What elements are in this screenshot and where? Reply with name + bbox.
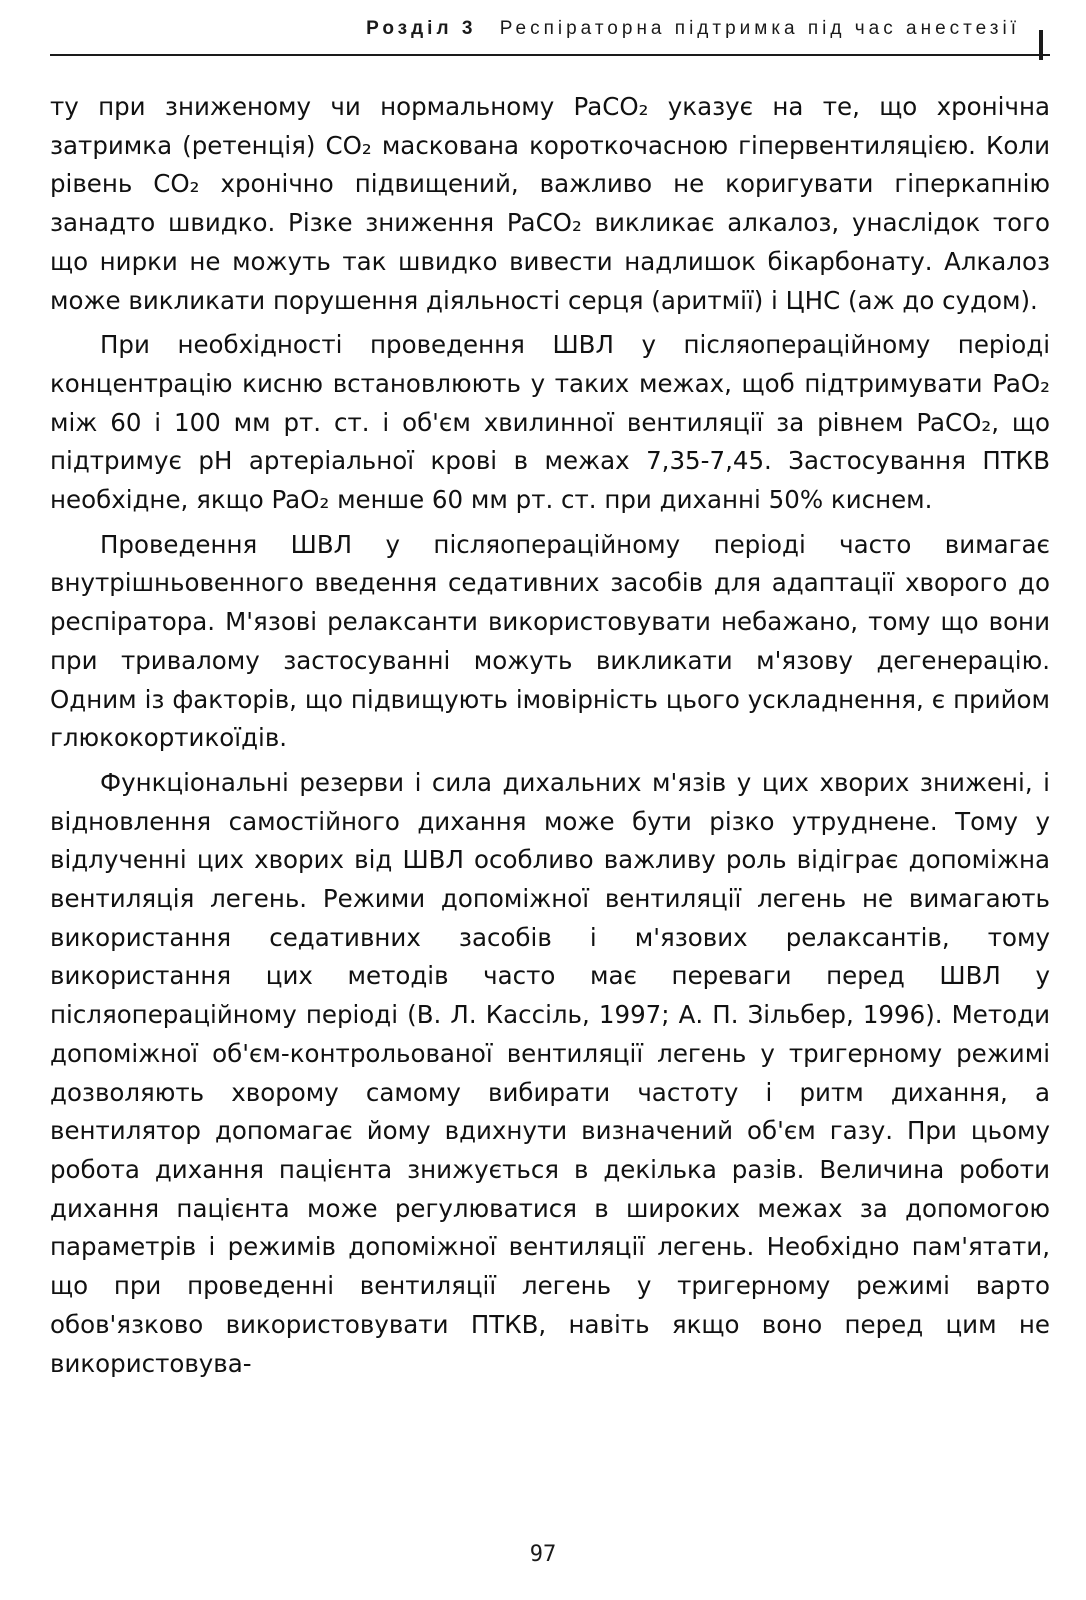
paragraph-assisted-ventilation: Функціональні резерви і сила дихальних м'язів у цих хворих знижені, і відновлення самостійного дихання може бути різко утруднене. Тому у відлученні цих хворих від ШВЛ особливо важливу роль відіграє допоміжна вентиляція легень. Режими допоміжної вентиляції легень не вимагають використання седативних засобів і м'язових релаксантів, тому використання цих методів часто має переваги перед ШВЛ у післяопераційному періоді (В. Л. Кассіль, 1997; А. П. Зільбер, 1996). Методи допоміжної об'єм-контрольованої вентиляції легень у тригерному режимі дозволяють хворому самому вибирати частоту і ритм дихання, а вентилятор допомагає йому вдихнути визначений об'єм газу. При цьому робота дихання пацієнта знижується в декілька разів. Величина роботи дихання пацієнта може регулюватися в широких межах за допомогою параметрів і режимів допоміжної вентиляції легень. Необхідно пам'ятати, що при проведенні вентиляції легень у тригерному режимі варто обов'язково використовувати ПТКВ, навіть якщо воно перед цим не використовува- (50, 767, 1050, 1378)
header-rule (50, 54, 1050, 56)
page-body (50, 88, 1050, 1389)
section-label: Розділ (366, 18, 453, 39)
page-number: 97 (529, 1542, 557, 1567)
section-number: 3 (461, 18, 477, 39)
paragraph-continued: ту при зниженому чи нормальному PaCO₂ указує на те, що хронічна затримка (ретенція) CO₂ маскована короткочасною гіпервентиляцією. Коли рівень CO₂ хронічно підвищений, важливо не коригувати гіперкапнію занадто швидко. Різке зниження PaCO₂ викликає алкалоз, унаслідок того що нирки не можуть так швидко вивести надлишок бікарбонату. Алкалоз може викликати порушення діяльності серця (аритмії) і ЦНС (аж до судом). (50, 92, 1050, 315)
header-edge-mark (1039, 30, 1043, 60)
paragraph-ventilation-settings: При необхідності проведення ШВЛ у післяопераційному періоді концентрацію кисню встановлюють у таких межах, щоб підтримувати PaO₂ між 60 і 100 мм рт. ст. і об'єм хвилинної вентиляції за рівнем PaCO₂, що підтримує pH артеріальної крові в межах 7,35-7,45. Застосування ПТКВ необхідне, якщо PaO₂ менше 60 мм рт. ст. при диханні 50% киснем. (50, 330, 1050, 515)
running-header (0, 18, 1020, 40)
section-title: Респіраторна підтримка під час анестезії (499, 18, 1020, 39)
paragraph-sedation: Проведення ШВЛ у післяопераційному періоді часто вимагає внутрішньовенного введення седативних засобів для адаптації хворого до респіратора. М'язові релаксанти використовувати небажано, тому що вони при тривалому застосуванні можуть викликати м'язову дегенерацію. Одним із факторів, що підвищують імовірність цього ускладнення, є прийом глюкокортикоїдів. (50, 529, 1050, 753)
